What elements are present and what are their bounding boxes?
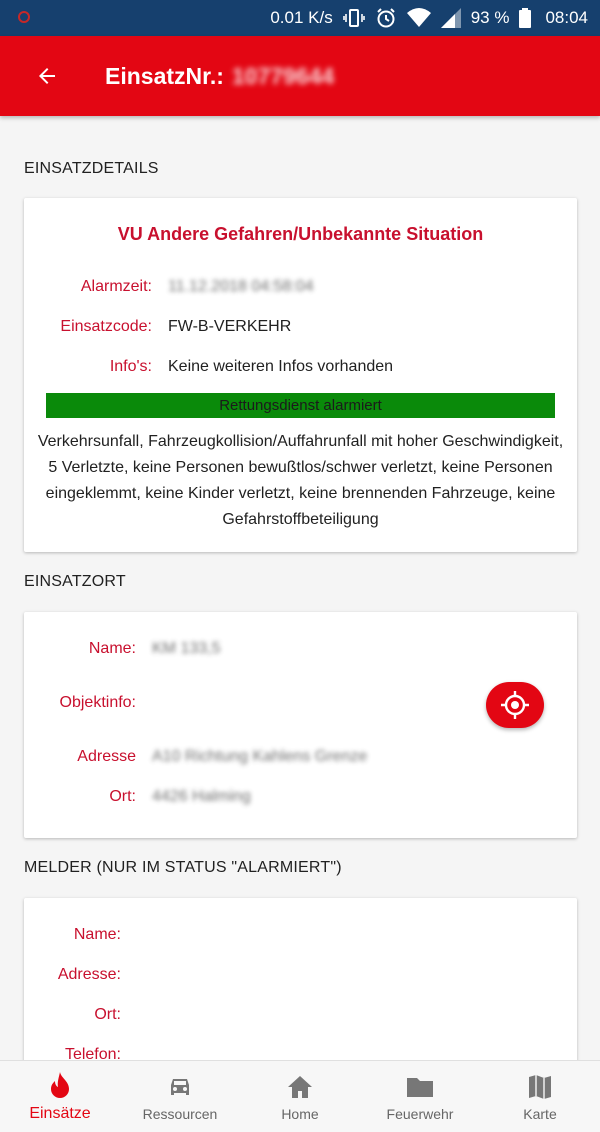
section-title-location: EINSATZORT — [24, 573, 126, 590]
nav-feuerwehr-label: Feuerwehr — [386, 1105, 454, 1122]
nav-karte-label: Karte — [523, 1105, 557, 1122]
location-address-value: A10 Richtung Kahlens Grenze — [152, 748, 368, 765]
nav-karte[interactable] — [480, 1061, 600, 1132]
nav-home-label: Home — [281, 1105, 319, 1122]
objektinfo-label: Objektinfo: — [59, 694, 136, 711]
einsatzcode-label: Einsatzcode: — [60, 318, 152, 335]
vibrate-icon — [343, 8, 365, 28]
folder-icon — [406, 1072, 434, 1102]
location-name-label: Name: — [88, 640, 136, 657]
reporter-telefon-label: Telefon: — [64, 1046, 121, 1060]
location-address-row — [24, 748, 577, 766]
car-icon — [167, 1072, 193, 1102]
incident-heading: VU Andere Gefahren/Unbekannte Situation — [117, 224, 484, 244]
location-ort-row — [24, 788, 577, 806]
alarmzeit-label: Alarmzeit: — [80, 278, 152, 295]
bottom-navigation — [0, 1060, 600, 1132]
reporter-address-label: Adresse: — [57, 966, 121, 983]
crosshair-icon — [500, 690, 530, 720]
reporter-ort-label: Ort: — [94, 1006, 121, 1023]
status-badge: Rettungsdienst alarmiert — [46, 393, 555, 418]
location-ort-value: 4426 Halming — [152, 788, 251, 805]
battery-percent: 93 % — [470, 8, 510, 27]
page-title — [105, 63, 334, 90]
location-name-row — [24, 640, 577, 658]
reporter-name-label: Name: — [73, 926, 121, 943]
cell-signal-icon — [441, 8, 461, 28]
home-icon — [287, 1072, 313, 1102]
status-bar — [0, 0, 600, 36]
nav-einsaetze-label: Einsätze — [29, 1104, 91, 1122]
location-ort-label: Ort: — [109, 788, 136, 805]
details-card — [24, 198, 577, 552]
back-button[interactable] — [17, 46, 77, 106]
reporter-telefon-row — [24, 1046, 577, 1060]
section-title-reporter: MELDER (NUR IM STATUS "ALARMIERT") — [24, 859, 342, 876]
nav-einsaetze[interactable] — [0, 1061, 120, 1132]
einsatzcode-row — [24, 318, 577, 336]
alarmzeit-row — [24, 278, 577, 296]
location-address-label: Adresse — [77, 748, 136, 765]
net-speed: 0.01 K/s — [270, 8, 333, 27]
title-label: EinsatzNr.: — [105, 62, 224, 89]
einsatz-number: 10779644 — [231, 62, 335, 89]
battery-icon — [519, 8, 531, 28]
infos-label: Info's: — [109, 358, 152, 375]
reporter-ort-row — [24, 1006, 577, 1024]
location-card — [24, 612, 577, 838]
alarmzeit-value: 11.12.2018 04:58:04 — [168, 278, 314, 295]
alarm-clock-icon — [375, 7, 397, 29]
app-bar — [0, 36, 600, 116]
einsatzcode-value: FW-B-VERKEHR — [168, 318, 292, 335]
nav-ressourcen-label: Ressourcen — [142, 1105, 218, 1122]
reporter-name-row — [24, 926, 577, 944]
notification-icon — [18, 11, 30, 23]
clock-time: 08:04 — [545, 8, 588, 27]
location-name-value: KM 133,5 — [152, 640, 221, 657]
infos-row — [24, 358, 577, 376]
arrow-left-icon — [35, 64, 59, 88]
wifi-icon — [407, 8, 431, 28]
infos-value: Keine weiteren Infos vorhanden — [168, 358, 394, 375]
locate-button[interactable] — [486, 682, 544, 728]
reporter-address-row — [24, 966, 577, 984]
nav-feuerwehr[interactable] — [360, 1061, 480, 1132]
content-scroll[interactable] — [0, 116, 600, 1060]
section-title-details: EINSATZDETAILS — [24, 160, 159, 177]
incident-description: Verkehrsunfall, Fahrzeugkollision/Auffahrunfall mit hoher Geschwindigkeit, 5 Verletzte, keine Personen bewußtlos/schwer verletzt, keine Personen eingeklemmt, keine Kinder verletzt, keine brennenden Fahrzeuge, keine Gefahrstoffbeteiligung — [37, 433, 564, 528]
reporter-card — [24, 898, 577, 1060]
flame-icon — [49, 1071, 71, 1101]
map-icon — [528, 1072, 552, 1102]
nav-home[interactable] — [240, 1061, 360, 1132]
nav-ressourcen[interactable] — [120, 1061, 240, 1132]
